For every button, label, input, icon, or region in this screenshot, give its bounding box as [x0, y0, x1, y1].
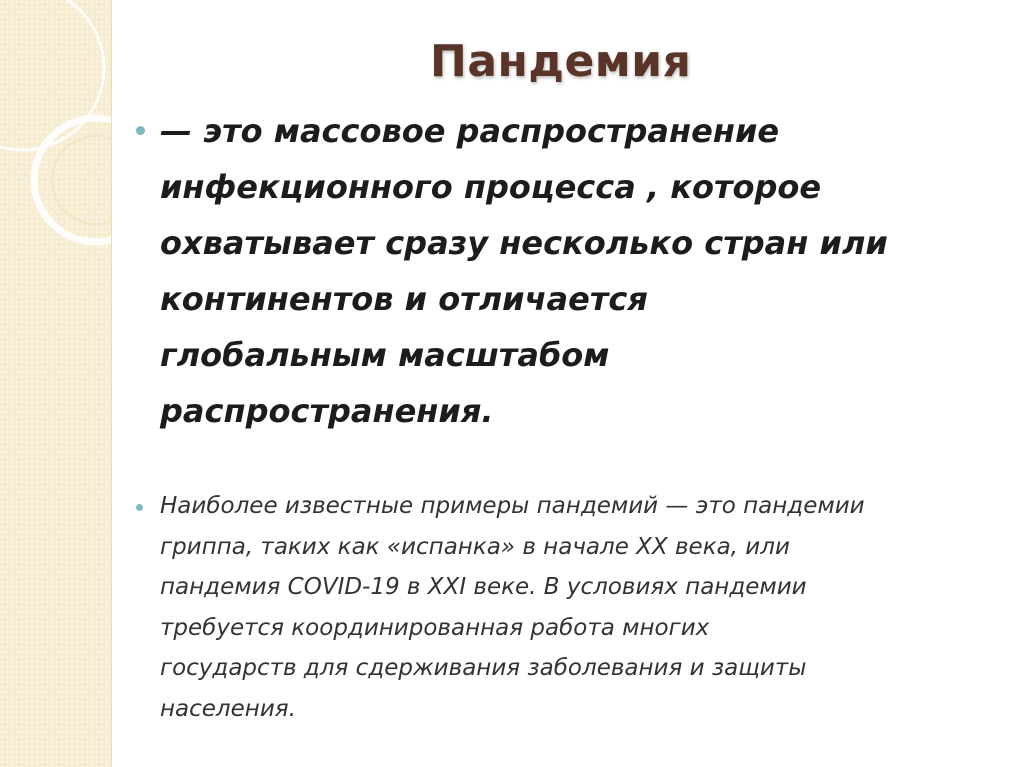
- decorative-side-panel: [0, 0, 112, 767]
- bullet-dot-icon: [136, 126, 145, 135]
- slide-title: Пандемия: [430, 36, 692, 87]
- decorative-rings-graphic: [0, 0, 111, 767]
- bullet-dot-icon: [136, 504, 143, 511]
- examples-text: Наиболее известные примеры пандемий — это пандемии гриппа, таких как «испанка» в начале XX века, или пандемия COVID-19 в XXI веке. В условиях пандемии требуется координированная работа многих государств для сдерживания заболевания и защиты населения.: [160, 493, 865, 722]
- definition-text: — это массовое распространение инфекционного процесса , которое охватывает сразу несколько стран или континентов и отличается глобальным масштабом распространения.: [160, 112, 888, 430]
